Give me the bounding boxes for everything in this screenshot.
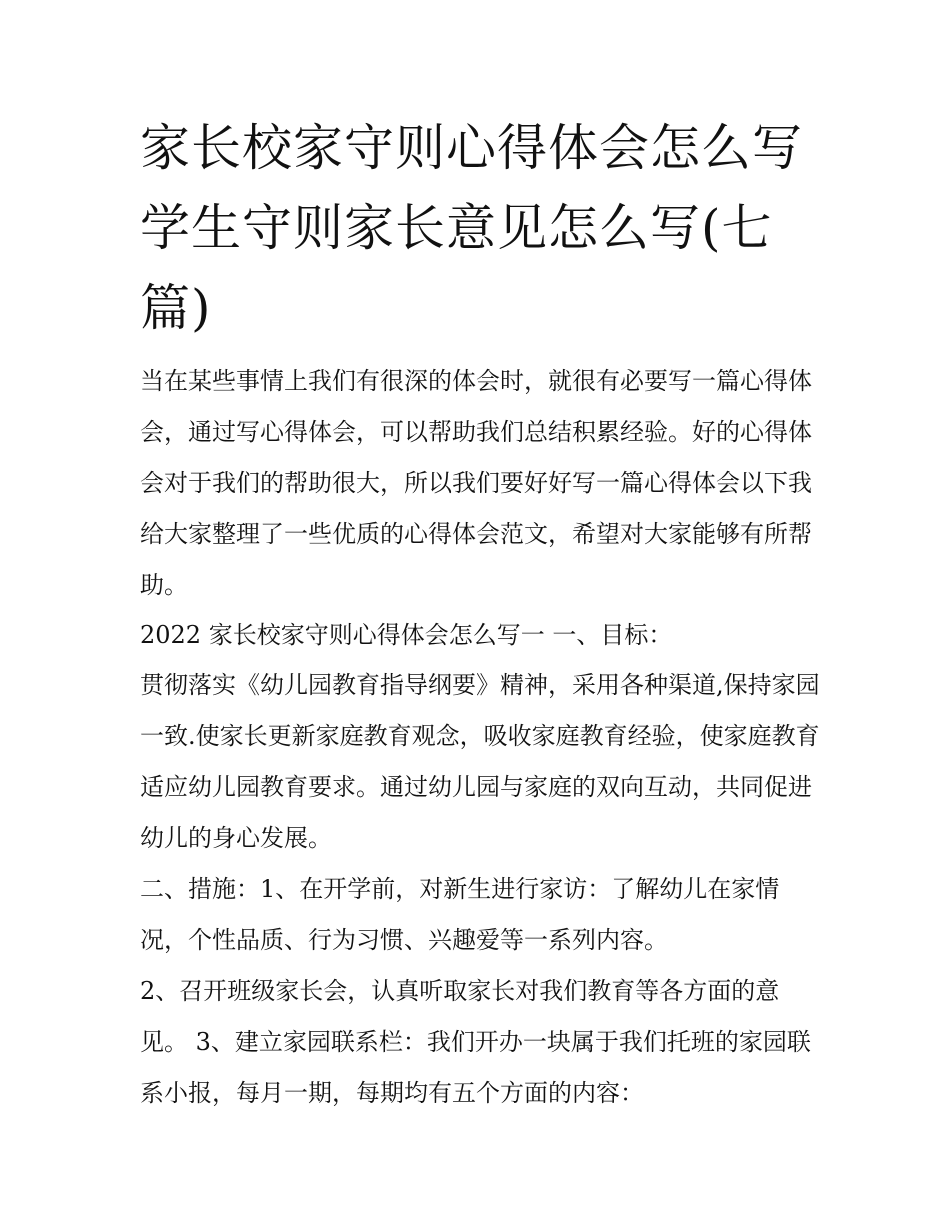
measures-continued-paragraph: 2、召开班级家长会，认真听取家长对我们教育等各方面的意见。 3、建立家园联系栏：我们开办一块属于我们托班的家园联系小报，每月一期，每期均有五个方面的内容： <box>140 977 811 1107</box>
document-title: 家长校家守则心得体会怎么写学生守则家长意见怎么写(七篇) <box>140 119 803 337</box>
goal-paragraph: 贯彻落实《幼儿园教育指导纲要》精神，采用各种渠道,保持家园一致.使家长更新家庭教育观念，吸收家庭教育经验，使家庭教育适应幼儿园教育要求。通过幼儿园与家庭的双向互动，共同促进幼儿的身心发展。 <box>140 671 820 852</box>
measures-paragraph: 二、措施：1、在开学前，对新生进行家访：了解幼儿在家情况，个性品质、行为习惯、兴趣爱等一系列内容。 <box>140 875 780 954</box>
intro-paragraph: 当在某些事情上我们有很深的体会时，就很有必要写一篇心得体会，通过写心得体会，可以帮助我们总结积累经验。好的心得体会对于我们的帮助很大，所以我们要好好写一篇心得体会以下我给大家整理了一些优质的心得体会范文，希望对大家能够有所帮助。 <box>140 367 812 599</box>
section-heading: 2022 家长校家守则心得体会怎么写一 一、目标： <box>140 621 673 649</box>
